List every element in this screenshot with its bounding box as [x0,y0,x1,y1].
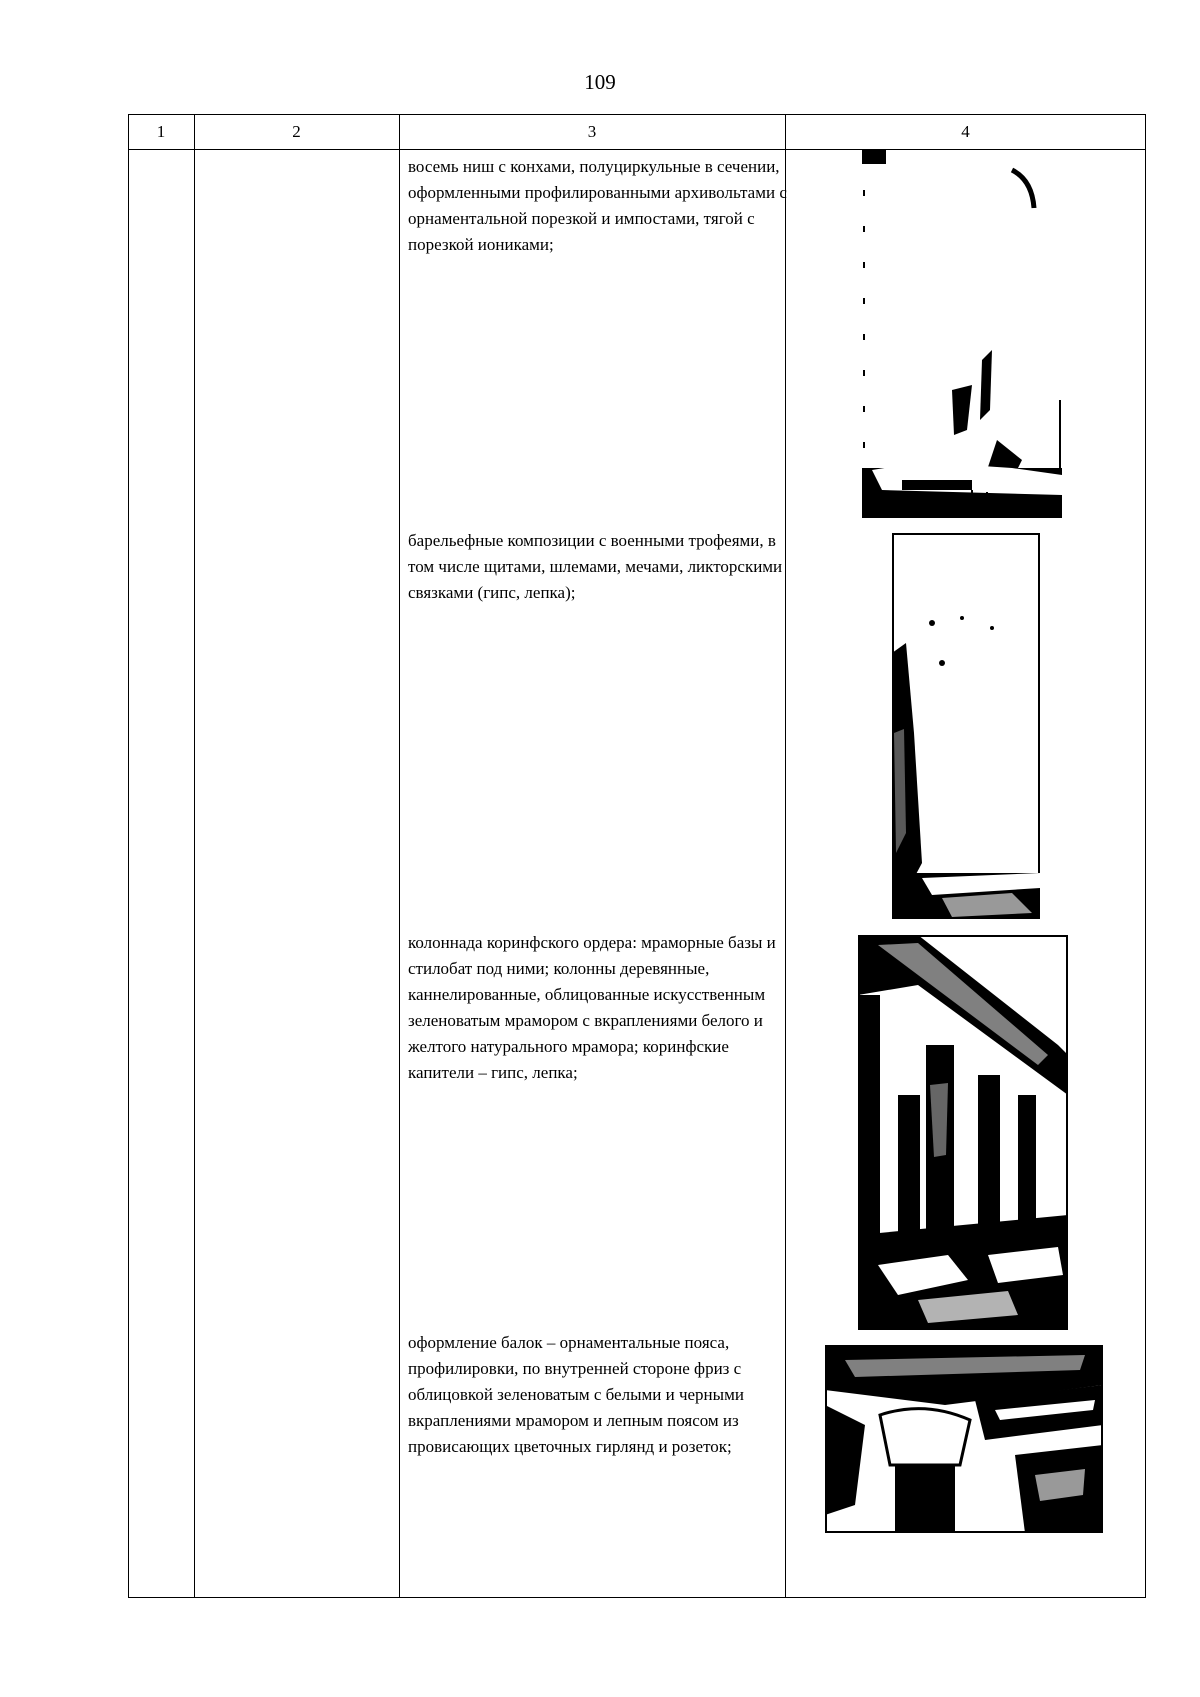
colonnade-photo [858,935,1068,1330]
entry-description: барельефные композиции с военными трофеями, в том числе щитами, шлемами, мечами, ликторскими связками (гипс, лепка); [408,531,783,602]
column-header-2: 2 [292,122,301,141]
entry-description: колоннада коринфского ордера: мраморные базы и стилобат под ними; колонны деревянные, каннелированные, облицованные искусственным зеленоватым мрамором с вкраплениями белого и желтого натурального мрамора; коринфские капители – гипс, лепка; [408,933,776,1082]
column-header-3: 3 [587,122,597,141]
column-divider [194,114,195,1598]
beam-decoration-photo [825,1345,1103,1533]
column-divider [399,114,400,1598]
niche-photo [862,150,1062,518]
column-header-4: 4 [961,122,970,141]
column-header-1: 1 [156,122,166,141]
entry-description: восемь ниш с конхами, полуциркульные в сечении, оформленными профилированными архивольтами с орнаментальной порезкой и импостами, тягой с порезкой иониками; [408,157,787,254]
bas-relief-photo [892,533,1040,919]
page-number: 109 [584,70,616,94]
entry-description: оформление балок – орнаментальные пояса, профилировки, по внутренней стороне фриз с облицовкой зеленоватым с белыми и черными вкраплениями мрамором и лепным поясом из провисающих цветочных гирлянд и розеток; [408,1333,744,1456]
